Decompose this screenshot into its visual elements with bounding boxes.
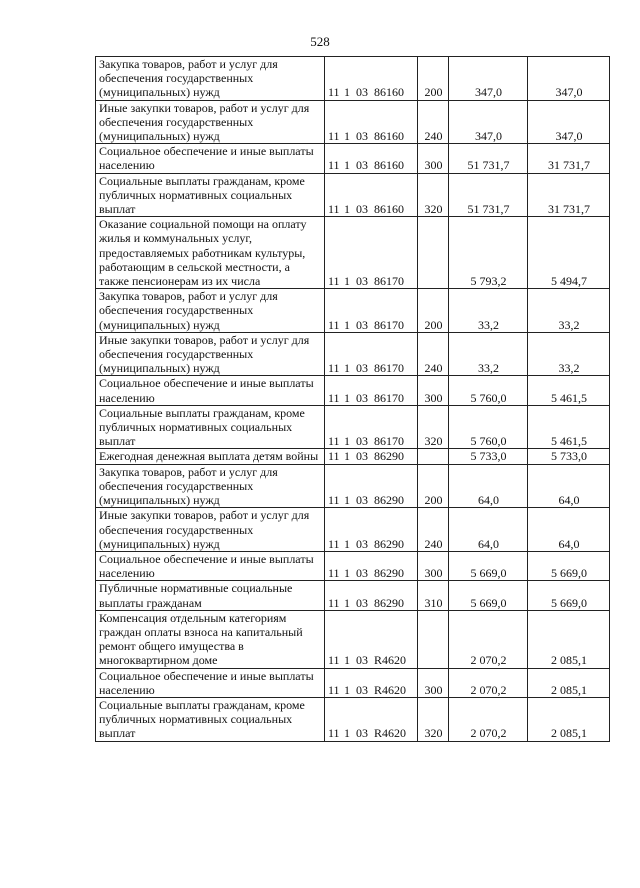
row-value-2-cell: 31 731,7 — [528, 173, 610, 217]
row-name-cell: Оказание социальной помощи на оплату жилья и коммунальных услуг, предоставляемых работникам культуры, работающим в сельской местности, а также пенсионерам из их числа — [96, 217, 325, 289]
row-code-cell — [325, 697, 418, 741]
code-segment: 1 — [344, 361, 350, 376]
row-value-1-cell: 2 070,2 — [449, 668, 528, 697]
row-expense-type-cell — [418, 217, 449, 289]
code-segment: 1 — [344, 536, 350, 551]
row-value-2-cell: 5 494,7 — [528, 217, 610, 289]
row-value-2-cell: 5 461,5 — [528, 376, 610, 405]
row-code-cell — [325, 100, 418, 144]
code-segment: 86160 — [374, 158, 404, 173]
row-value-1-cell: 64,0 — [449, 508, 528, 552]
code-segment: 86170 — [374, 361, 404, 376]
code-segment: 86290 — [374, 566, 404, 581]
row-expense-type-cell: 240 — [418, 100, 449, 144]
row-code-cell — [325, 405, 418, 449]
table-row — [96, 668, 610, 697]
code-segment: 03 — [356, 449, 368, 464]
code-segment: 03 — [356, 202, 368, 217]
code-segment: 03 — [356, 653, 368, 668]
code-segment: 1 — [344, 274, 350, 289]
row-name-cell: Закупка товаров, работ и услуг для обеспечения государственных (муниципальных) нужд — [96, 57, 325, 101]
table-row — [96, 697, 610, 741]
table-row — [96, 449, 610, 464]
table-row — [96, 610, 610, 668]
table-row — [96, 217, 610, 289]
code-segment: 03 — [356, 158, 368, 173]
row-value-1-cell: 347,0 — [449, 100, 528, 144]
code-segment: 1 — [344, 566, 350, 581]
table-row — [96, 464, 610, 508]
code-segment: 11 — [328, 434, 340, 449]
code-segment: 11 — [328, 595, 340, 610]
row-expense-type-cell: 320 — [418, 405, 449, 449]
row-name-cell: Социальное обеспечение и иные выплаты населению — [96, 376, 325, 405]
budget-table-body — [96, 57, 610, 742]
code-segment: 11 — [328, 726, 340, 741]
code-segment: 11 — [328, 449, 340, 464]
row-value-2-cell: 64,0 — [528, 464, 610, 508]
table-row — [96, 376, 610, 405]
code-segment: R4620 — [374, 682, 407, 697]
row-value-2-cell: 2 085,1 — [528, 610, 610, 668]
code-segment: 11 — [328, 274, 340, 289]
row-value-2-cell: 33,2 — [528, 289, 610, 333]
code-segment: 03 — [356, 129, 368, 144]
code-segment: 03 — [356, 390, 368, 405]
row-expense-type-cell: 320 — [418, 697, 449, 741]
code-segment: 11 — [328, 653, 340, 668]
row-value-2-cell: 5 669,0 — [528, 551, 610, 580]
code-segment: 86290 — [374, 536, 404, 551]
row-expense-type-cell: 200 — [418, 464, 449, 508]
row-code-cell — [325, 610, 418, 668]
row-expense-type-cell — [418, 449, 449, 464]
code-segment: 86290 — [374, 449, 404, 464]
row-code-cell — [325, 332, 418, 376]
row-value-2-cell: 347,0 — [528, 100, 610, 144]
code-segment: 03 — [356, 726, 368, 741]
code-segment: R4620 — [374, 653, 407, 668]
row-value-2-cell: 33,2 — [528, 332, 610, 376]
row-name-cell: Иные закупки товаров, работ и услуг для обеспечения государственных (муниципальных) нужд — [96, 100, 325, 144]
code-segment: 1 — [344, 726, 350, 741]
code-segment: 1 — [344, 449, 350, 464]
code-segment: 11 — [328, 202, 340, 217]
row-name-cell: Иные закупки товаров, работ и услуг для обеспечения государственных (муниципальных) нужд — [96, 508, 325, 552]
table-row — [96, 551, 610, 580]
row-value-2-cell: 5 461,5 — [528, 405, 610, 449]
table-row — [96, 332, 610, 376]
row-name-cell: Публичные нормативные социальные выплаты гражданам — [96, 581, 325, 610]
row-expense-type-cell: 240 — [418, 332, 449, 376]
row-expense-type-cell: 300 — [418, 551, 449, 580]
code-segment: 1 — [344, 390, 350, 405]
code-segment: 03 — [356, 434, 368, 449]
code-segment: 03 — [356, 595, 368, 610]
row-value-1-cell: 33,2 — [449, 332, 528, 376]
code-segment: 1 — [344, 317, 350, 332]
code-segment: 03 — [356, 274, 368, 289]
row-expense-type-cell: 240 — [418, 508, 449, 552]
code-segment: 11 — [328, 390, 340, 405]
code-segment: 11 — [328, 361, 340, 376]
table-row — [96, 289, 610, 333]
row-value-2-cell: 31 731,7 — [528, 144, 610, 173]
table-row — [96, 57, 610, 101]
table-row — [96, 173, 610, 217]
row-expense-type-cell: 300 — [418, 668, 449, 697]
code-segment: 1 — [344, 85, 350, 100]
row-value-1-cell: 51 731,7 — [449, 144, 528, 173]
row-code-cell — [325, 508, 418, 552]
row-name-cell: Закупка товаров, работ и услуг для обеспечения государственных (муниципальных) нужд — [96, 289, 325, 333]
code-segment: 03 — [356, 85, 368, 100]
row-expense-type-cell: 310 — [418, 581, 449, 610]
row-code-cell — [325, 581, 418, 610]
row-value-1-cell: 5 793,2 — [449, 217, 528, 289]
row-code-cell — [325, 668, 418, 697]
row-value-1-cell: 5 669,0 — [449, 551, 528, 580]
row-name-cell: Ежегодная денежная выплата детям войны — [96, 449, 325, 464]
row-value-1-cell: 51 731,7 — [449, 173, 528, 217]
row-value-1-cell: 5 669,0 — [449, 581, 528, 610]
code-segment: 1 — [344, 595, 350, 610]
row-value-1-cell: 5 760,0 — [449, 376, 528, 405]
row-code-cell — [325, 376, 418, 405]
row-name-cell: Социальное обеспечение и иные выплаты населению — [96, 551, 325, 580]
page-number: 528 — [310, 34, 330, 49]
row-name-cell: Социальные выплаты гражданам, кроме публичных нормативных социальных выплат — [96, 173, 325, 217]
table-row — [96, 405, 610, 449]
row-name-cell: Социальное обеспечение и иные выплаты населению — [96, 144, 325, 173]
row-value-1-cell: 5 760,0 — [449, 405, 528, 449]
code-segment: 1 — [344, 202, 350, 217]
code-segment: 1 — [344, 129, 350, 144]
code-segment: 1 — [344, 682, 350, 697]
row-code-cell — [325, 289, 418, 333]
code-segment: 86160 — [374, 202, 404, 217]
row-value-1-cell: 2 070,2 — [449, 697, 528, 741]
code-segment: 86160 — [374, 85, 404, 100]
code-segment: 1 — [344, 653, 350, 668]
code-segment: 11 — [328, 317, 340, 332]
row-name-cell: Закупка товаров, работ и услуг для обеспечения государственных (муниципальных) нужд — [96, 464, 325, 508]
row-name-cell: Социальные выплаты гражданам, кроме публичных нормативных социальных выплат — [96, 697, 325, 741]
row-code-cell — [325, 464, 418, 508]
code-segment: 03 — [356, 536, 368, 551]
row-name-cell: Социальные выплаты гражданам, кроме публичных нормативных социальных выплат — [96, 405, 325, 449]
code-segment: 11 — [328, 682, 340, 697]
code-segment: 03 — [356, 682, 368, 697]
row-name-cell: Социальное обеспечение и иные выплаты населению — [96, 668, 325, 697]
row-expense-type-cell — [418, 610, 449, 668]
code-segment: 03 — [356, 566, 368, 581]
code-segment: 03 — [356, 361, 368, 376]
budget-table — [95, 56, 610, 742]
code-segment: 11 — [328, 566, 340, 581]
code-segment: 86170 — [374, 390, 404, 405]
table-row — [96, 508, 610, 552]
code-segment: 86290 — [374, 493, 404, 508]
code-segment: 11 — [328, 493, 340, 508]
row-code-cell — [325, 57, 418, 101]
code-segment: 03 — [356, 317, 368, 332]
row-code-cell — [325, 144, 418, 173]
code-segment: R4620 — [374, 726, 407, 741]
row-expense-type-cell: 300 — [418, 144, 449, 173]
code-segment: 86160 — [374, 129, 404, 144]
row-value-1-cell: 33,2 — [449, 289, 528, 333]
code-segment: 11 — [328, 536, 340, 551]
row-code-cell — [325, 173, 418, 217]
table-row — [96, 100, 610, 144]
code-segment: 03 — [356, 493, 368, 508]
row-value-2-cell: 64,0 — [528, 508, 610, 552]
row-expense-type-cell: 200 — [418, 57, 449, 101]
row-value-1-cell: 347,0 — [449, 57, 528, 101]
row-code-cell — [325, 551, 418, 580]
code-segment: 1 — [344, 434, 350, 449]
row-value-1-cell: 64,0 — [449, 464, 528, 508]
code-segment: 86170 — [374, 274, 404, 289]
row-value-1-cell: 5 733,0 — [449, 449, 528, 464]
row-value-2-cell: 2 085,1 — [528, 697, 610, 741]
row-name-cell: Иные закупки товаров, работ и услуг для обеспечения государственных (муниципальных) нужд — [96, 332, 325, 376]
code-segment: 1 — [344, 493, 350, 508]
row-code-cell — [325, 217, 418, 289]
row-value-2-cell: 5 669,0 — [528, 581, 610, 610]
table-row — [96, 581, 610, 610]
row-value-2-cell: 347,0 — [528, 57, 610, 101]
code-segment: 1 — [344, 158, 350, 173]
code-segment: 86170 — [374, 434, 404, 449]
code-segment: 11 — [328, 129, 340, 144]
code-segment: 86290 — [374, 595, 404, 610]
row-value-2-cell: 2 085,1 — [528, 668, 610, 697]
row-expense-type-cell: 200 — [418, 289, 449, 333]
row-name-cell: Компенсация отдельным категориям граждан оплаты взноса на капитальный ремонт общего имущества в многоквартирном доме — [96, 610, 325, 668]
code-segment: 11 — [328, 85, 340, 100]
code-segment: 11 — [328, 158, 340, 173]
row-expense-type-cell: 300 — [418, 376, 449, 405]
code-segment: 86170 — [374, 317, 404, 332]
row-value-2-cell: 5 733,0 — [528, 449, 610, 464]
row-code-cell — [325, 449, 418, 464]
table-row — [96, 144, 610, 173]
row-expense-type-cell: 320 — [418, 173, 449, 217]
row-value-1-cell: 2 070,2 — [449, 610, 528, 668]
